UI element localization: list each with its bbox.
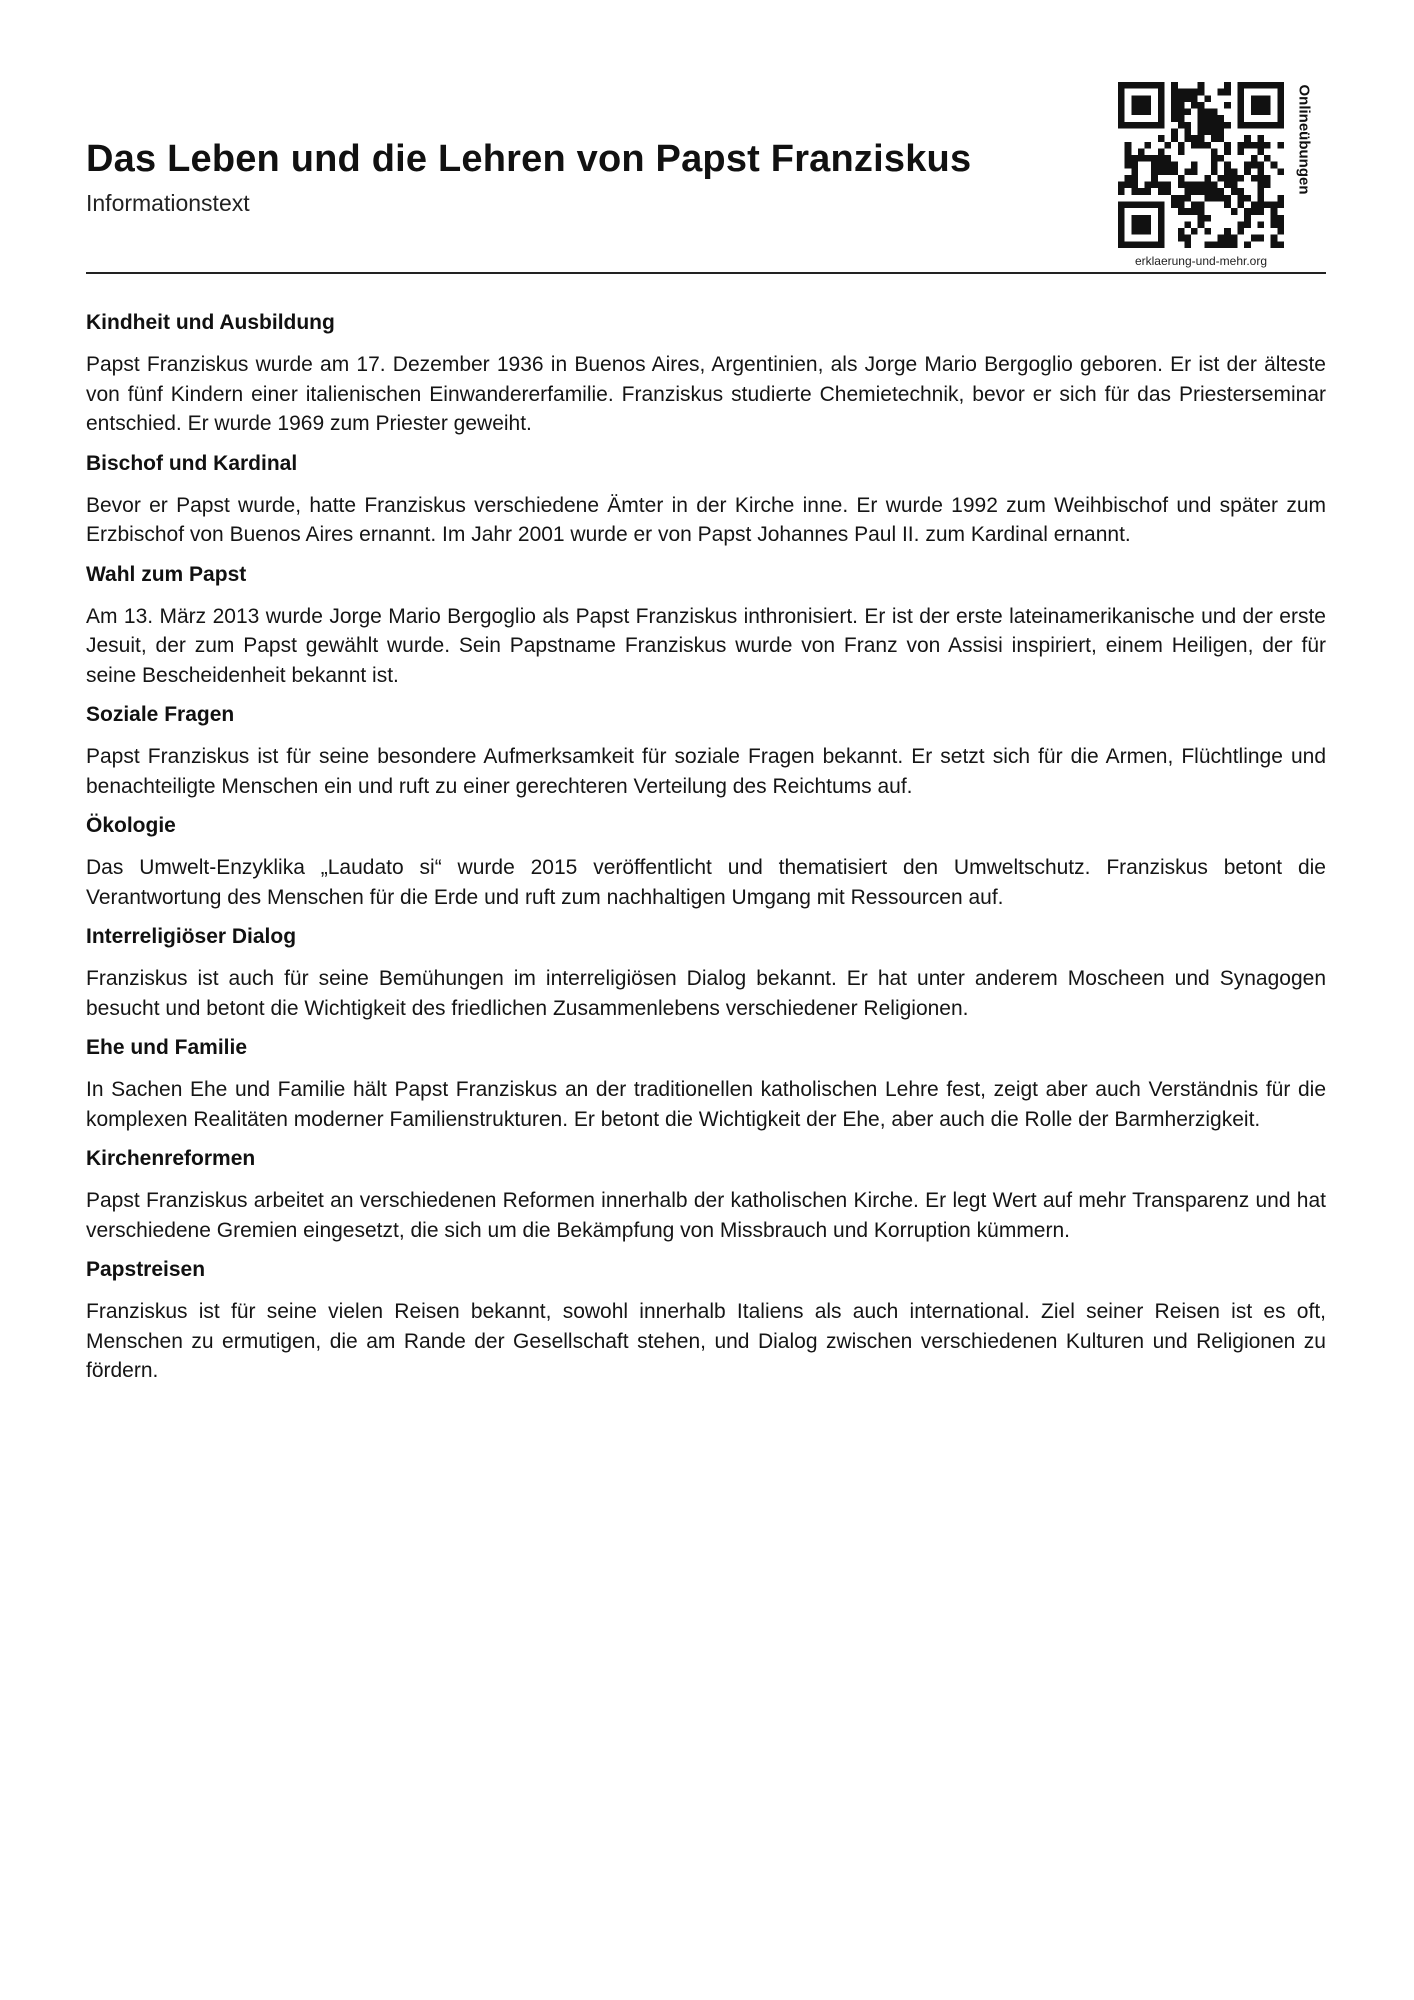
section-kirchenreformen — [86, 1146, 1326, 1245]
section-text: Franziskus ist auch für seine Bemühungen im interreligiösen Dialog bekannt. Er hat unter anderem Moscheen und Synagogen besucht und betont die Wichtigkeit des friedlichen Zusammenlebens verschiedener Religionen. — [86, 967, 1326, 1020]
section-ehe-familie — [86, 1035, 1326, 1134]
section-kindheit — [86, 310, 1326, 439]
section-soziale-fragen — [86, 702, 1326, 801]
qr-url-label: erklaerung-und-mehr.org — [1134, 254, 1268, 268]
section-heading: Kindheit und Ausbildung — [86, 311, 335, 334]
section-heading: Soziale Fragen — [86, 703, 235, 726]
section-oekologie — [86, 813, 1326, 912]
document-body — [86, 310, 1326, 1398]
section-papstreisen — [86, 1257, 1326, 1386]
document-header — [86, 80, 1326, 274]
section-text: Bevor er Papst wurde, hatte Franziskus verschiedene Ämter in der Kirche inne. Er wurde 1992 zum Weihbischof und später zum Erzbischof von Buenos Aires ernannt. Im Jahr 2001 wurde er von Papst Johannes Paul II. zum Kardinal ernannt. — [86, 493, 1326, 546]
section-bischof — [86, 451, 1326, 550]
section-text: Das Umwelt-Enzyklika „Laudato si“ wurde 2015 veröffentlicht und thematisiert den Umweltschutz. Franziskus betont die Verantwortung des Menschen für die Erde und ruft zum nachhaltigen Umgang mit Ressourcen auf. — [86, 856, 1326, 909]
section-heading: Ehe und Familie — [86, 1036, 248, 1059]
section-text: Papst Franziskus wurde am 17. Dezember 1936 in Buenos Aires, Argentinien, als Jorge Mario Bergoglio geboren. Er ist der älteste von fünf Kindern einer italienischen Einwandererfamilie. Franziskus studierte Chemietechnik, bevor er sich für das Priesterseminar entschied. Er wurde 1969 zum Priester geweiht. — [86, 353, 1326, 435]
section-text: Am 13. März 2013 wurde Jorge Mario Bergoglio als Papst Franziskus inthronisiert. Er ist der erste lateinamerikanische und der erste Jesuit, der zum Papst gewählt wurde. Sein Papstname Franziskus wurde von Franz von Assisi inspiriert, einem Heiligen, der für seine Bescheidenheit bekannt ist. — [86, 604, 1326, 687]
section-heading: Bischof und Kardinal — [86, 451, 298, 475]
section-text: Franziskus ist für seine vielen Reisen bekannt, sowohl innerhalb Italiens als auch international. Ziel seiner Reisen ist es oft, Menschen zu ermutigen, die am Rande der Gesellschaft stehen, und Dialog zwischen verschiedenen Kulturen und Religionen zu fördern. — [86, 1300, 1326, 1382]
qr-code-block — [1106, 80, 1326, 272]
section-wahl — [86, 562, 1326, 691]
qr-side-label: Onlineübungen — [1295, 84, 1313, 195]
section-text: In Sachen Ehe und Familie hält Papst Franziskus an der traditionellen katholischen Lehre fest, zeigt aber auch Verständnis für die komplexen Realitäten moderner Familienstrukturen. Er betont die Wichtigkeit der Ehe, aber auch die Rolle der Barmherzigkeit. — [86, 1078, 1326, 1131]
section-heading: Kirchenreformen — [86, 1147, 256, 1170]
page-subtitle: Informationstext — [86, 190, 250, 216]
qr-code-icon — [1118, 82, 1284, 248]
section-text: Papst Franziskus arbeitet an verschiedenen Reformen innerhalb der katholischen Kirche. Er legt Wert auf mehr Transparenz und hat verschiedene Gremien eingesetzt, die sich um die Bekämpfung von Missbrauch und Korruption kümmern. — [86, 1189, 1326, 1242]
section-heading: Interreligiöser Dialog — [86, 925, 297, 948]
section-text: Papst Franziskus ist für seine besondere Aufmerksamkeit für soziale Fragen bekannt. Er setzt sich für die Armen, Flüchtlinge und benachteiligte Menschen ein und ruft zu einer gerechteren Verteilung des Reichtums auf. — [86, 745, 1326, 798]
section-heading: Papstreisen — [86, 1258, 206, 1281]
section-heading: Wahl zum Papst — [86, 562, 247, 586]
section-heading: Ökologie — [86, 814, 176, 837]
page-title: Das Leben und die Lehren von Papst Franziskus — [86, 138, 972, 180]
section-dialog — [86, 924, 1326, 1023]
